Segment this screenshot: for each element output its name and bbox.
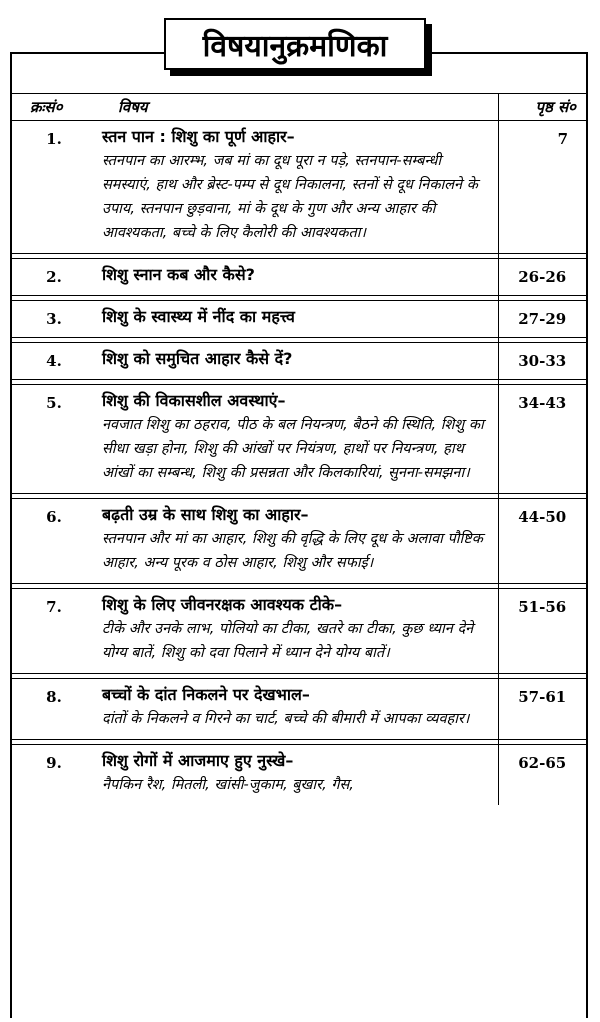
row-heading: शिशु स्नान कब और कैसे? bbox=[102, 265, 255, 284]
row-subject bbox=[96, 385, 498, 494]
row-heading: स्तन पान : शिशु का पूर्ण आहार– bbox=[102, 127, 295, 146]
row-description: स्तनपान और मां का आहार, शिशु की वृद्धि के लिए दूध के अलावा पौष्टिक आहार, अन्य पूरक व ठोस आहार, शिशु और सफाई। bbox=[102, 531, 483, 571]
table-row bbox=[12, 589, 586, 674]
row-heading: बढ़ती उम्र के साथ शिशु का आहार– bbox=[102, 505, 309, 524]
row-description: नवजात शिशु का ठहराव, पीठ के बल नियन्त्रण, बैठने की स्थिति, शिशु का सीधा खड़ा होना, शिशु की आंखों पर नियंत्रण, हाथों पर नियन्त्रण, हाथ आंखों का सम्बन्ध, शिशु की प्रसन्नता और किलकारियां, सुनना-समझना। bbox=[102, 417, 484, 481]
table-row bbox=[12, 343, 586, 380]
contents-rows bbox=[12, 121, 586, 806]
table-row bbox=[12, 121, 586, 254]
row-number: 2. bbox=[46, 268, 62, 286]
row-subject bbox=[96, 589, 498, 674]
subject-column-header: विषय bbox=[96, 94, 498, 121]
row-page: 27-29 bbox=[498, 301, 586, 338]
row-page: 26-26 bbox=[498, 259, 586, 296]
row-heading: बच्चों के दांत निकलने पर देखभाल– bbox=[102, 685, 310, 704]
row-number: 3. bbox=[46, 310, 62, 328]
table-row bbox=[12, 385, 586, 494]
row-description: दांतों के निकलने व गिरने का चार्ट, बच्चे की बीमारी में आपका व्यवहार। bbox=[102, 711, 470, 727]
row-heading: शिशु को समुचित आहार कैसे दें? bbox=[102, 349, 293, 368]
row-page: 51-56 bbox=[498, 589, 586, 674]
row-number: 8. bbox=[46, 688, 62, 706]
row-subject bbox=[96, 343, 498, 380]
table-row bbox=[12, 499, 586, 584]
row-subject bbox=[96, 745, 498, 806]
row-number: 9. bbox=[46, 754, 62, 772]
row-number: 6. bbox=[46, 508, 62, 526]
page-column-header: पृष्ठ सं० bbox=[498, 94, 586, 121]
contents-table bbox=[12, 93, 586, 805]
row-description: नैपकिन रैश, मितली, खांसी-जुकाम, बुखार, गैस, bbox=[102, 777, 354, 793]
table-row bbox=[12, 259, 586, 296]
row-number: 5. bbox=[46, 394, 62, 412]
serial-column-header: क्रःसं० bbox=[12, 94, 96, 121]
row-description: टीके और उनके लाभ, पोलियो का टीका, खतरे का टीका, कुछ ध्यान देने योग्य बातें, शिशु को दवा पिलाने में ध्यान देने योग्य बातें। bbox=[102, 621, 474, 661]
table-row bbox=[12, 301, 586, 338]
row-number: 4. bbox=[46, 352, 62, 370]
row-number: 1. bbox=[46, 130, 62, 148]
row-heading: शिशु के स्वास्थ्य में नींद का महत्त्व bbox=[102, 307, 295, 326]
row-heading: शिशु की विकासशील अवस्थाएं– bbox=[102, 391, 286, 410]
page-title: विषयानुक्रमणिका bbox=[164, 18, 426, 70]
row-heading: शिशु के लिए जीवनरक्षक आवश्यक टीके– bbox=[102, 595, 343, 614]
row-subject bbox=[96, 121, 498, 254]
row-page: 30-33 bbox=[498, 343, 586, 380]
row-heading: शिशु रोगों में आजमाए हुए नुस्खे– bbox=[102, 751, 294, 770]
table-header-row bbox=[12, 94, 586, 121]
table-row bbox=[12, 679, 586, 740]
table-row bbox=[12, 745, 586, 806]
row-page: 57-61 bbox=[498, 679, 586, 740]
row-subject bbox=[96, 301, 498, 338]
row-subject bbox=[96, 259, 498, 296]
row-page: 7 bbox=[498, 121, 586, 254]
row-page: 44-50 bbox=[498, 499, 586, 584]
row-page: 62-65 bbox=[498, 745, 586, 806]
row-page: 34-43 bbox=[498, 385, 586, 494]
row-subject bbox=[96, 499, 498, 584]
row-description: स्तनपान का आरम्भ, जब मां का दूध पूरा न पड़े, स्तनपान-सम्बन्धी समस्याएं, हाथ और ब्रेस्ट-पम्प से दूध निकालना, स्तनों से दूध निकालने के उपाय, स्तनपान छुड़वाना, मां के दूध के गुण और अन्य आहार की आवश्यकता, बच्चे के लिए कैलोरी की आवश्यकता। bbox=[102, 153, 478, 241]
row-number: 7. bbox=[46, 598, 62, 616]
row-subject bbox=[96, 679, 498, 740]
